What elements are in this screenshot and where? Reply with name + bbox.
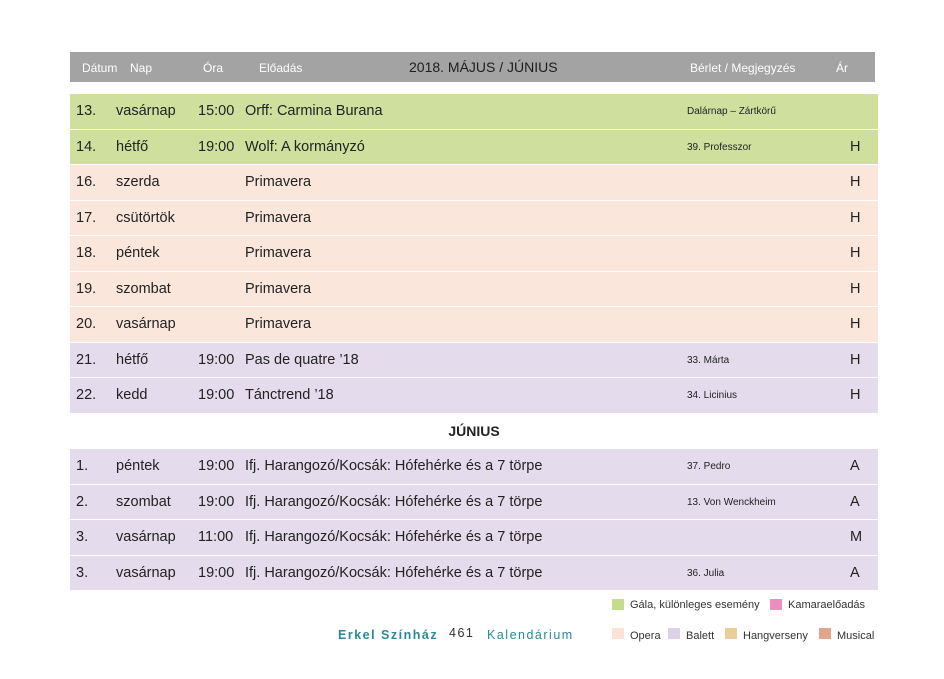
table-row	[70, 272, 878, 308]
row-day: szombat	[116, 493, 171, 510]
row-date: 17.	[76, 209, 97, 226]
row-date: 3.	[76, 564, 89, 581]
row-show: Tánctrend ’18	[245, 387, 334, 403]
month-heading: JÚNIUS	[448, 422, 500, 439]
row-note: 34. Licinius	[687, 390, 738, 401]
header-title: 2018. MÁJUS / JÚNIUS	[409, 59, 558, 75]
table-row	[70, 165, 878, 201]
table-row	[70, 343, 878, 379]
row-show: Pas de quatre ’18	[245, 351, 359, 368]
row-day: hétfő	[116, 351, 149, 368]
row-day: vasárnap	[116, 564, 176, 581]
row-note: 37. Pedro	[687, 461, 731, 472]
row-date: 22.	[76, 387, 97, 403]
legend-balett-label: Balett	[686, 630, 715, 642]
table-row	[70, 130, 878, 166]
row-date: 2.	[76, 493, 89, 510]
footer-venue: Erkel Színház	[338, 628, 439, 642]
row-day: vasárnap	[116, 103, 176, 119]
row-price: H	[850, 174, 861, 190]
row-date: 13.	[76, 103, 97, 119]
row-date: 21.	[76, 351, 97, 368]
row-show: Ifj. Harangozó/Kocsák: Hófehérke és a 7 törpe	[245, 493, 543, 510]
row-day: hétfő	[116, 138, 149, 155]
legend-gala-label: Gála, különleges esemény	[630, 599, 760, 611]
row-price: H	[850, 351, 861, 368]
legend-hangverseny-swatch	[725, 628, 737, 639]
row-date: 16.	[76, 174, 97, 190]
row-date: 18.	[76, 245, 97, 261]
table-row	[70, 378, 878, 414]
schedule-rows	[70, 94, 878, 591]
table-row	[70, 556, 878, 592]
legend-kamara-swatch	[770, 599, 782, 610]
row-day: kedd	[116, 387, 148, 403]
table-row	[70, 201, 878, 237]
schedule-sheet	[70, 52, 878, 591]
row-date: 14.	[76, 138, 97, 155]
row-day: péntek	[116, 245, 160, 261]
header-note: Bérlet / Megjegyzés	[690, 61, 796, 75]
legend-opera-label: Opera	[630, 630, 661, 642]
header-show: Előadás	[259, 61, 303, 75]
row-time: 19:00	[198, 564, 235, 581]
header-price: Ár	[836, 61, 848, 75]
row-note: 13. Von Wenckheim	[687, 496, 776, 508]
month-heading-row	[70, 414, 878, 450]
row-show: Primavera	[245, 245, 312, 261]
legend-musical-swatch	[819, 628, 831, 639]
legend-kamara-label: Kamaraelőadás	[788, 599, 866, 611]
row-note: 39. Professzor	[687, 141, 752, 153]
row-day: péntek	[116, 458, 160, 474]
row-time: 19:00	[198, 387, 235, 403]
legend-opera-swatch	[612, 628, 624, 639]
row-day: vasárnap	[116, 529, 176, 545]
table-row	[70, 307, 878, 343]
row-show: Orff: Carmina Burana	[245, 103, 383, 119]
row-show: Wolf: A kormányzó	[245, 138, 365, 155]
row-show: Primavera	[245, 316, 312, 332]
row-price: H	[850, 245, 861, 261]
row-show: Ifj. Harangozó/Kocsák: Hófehérke és a 7 törpe	[245, 458, 543, 474]
legend-hangverseny-label: Hangverseny	[743, 630, 808, 642]
row-time: 19:00	[198, 351, 235, 368]
table-row	[70, 94, 878, 130]
row-price: H	[850, 316, 861, 332]
row-price: H	[850, 280, 861, 297]
row-price: A	[850, 493, 860, 510]
row-time: 19:00	[198, 138, 235, 155]
row-day: szombat	[116, 280, 171, 297]
legend-balett-swatch	[668, 628, 680, 639]
page-number: 461	[449, 626, 475, 640]
row-time: 19:00	[198, 458, 235, 474]
row-price: M	[850, 529, 863, 545]
row-show: Ifj. Harangozó/Kocsák: Hófehérke és a 7 törpe	[245, 529, 543, 545]
row-price: A	[850, 458, 860, 474]
row-date: 19.	[76, 280, 97, 297]
row-show: Primavera	[245, 280, 312, 297]
footer-section: Kalendárium	[487, 628, 574, 642]
row-note: Dalárnap – Zártkörű	[687, 106, 776, 117]
header-time: Óra	[203, 61, 224, 75]
row-price: H	[850, 138, 861, 155]
header-date: Dátum	[82, 61, 118, 75]
row-show: Primavera	[245, 209, 312, 226]
table-header	[70, 52, 875, 82]
legend-musical-label: Musical	[837, 630, 875, 642]
row-date: 1.	[76, 458, 89, 474]
table-row	[70, 485, 878, 521]
row-day: vasárnap	[116, 316, 176, 332]
table-row	[70, 520, 878, 556]
row-price: A	[850, 564, 860, 581]
row-show: Ifj. Harangozó/Kocsák: Hófehérke és a 7 törpe	[245, 564, 543, 581]
header-day: Nap	[130, 61, 153, 75]
table-row	[70, 449, 878, 485]
row-time: 15:00	[198, 103, 235, 119]
row-note: 36. Julia	[687, 567, 725, 579]
row-day: csütörtök	[116, 209, 175, 226]
table-row	[70, 236, 878, 272]
row-date: 20.	[76, 316, 97, 332]
row-day: szerda	[116, 174, 160, 190]
row-time: 19:00	[198, 493, 235, 510]
row-note: 33. Márta	[687, 354, 730, 366]
row-price: H	[850, 209, 861, 226]
row-price: H	[850, 387, 861, 403]
row-date: 3.	[76, 529, 89, 545]
row-show: Primavera	[245, 174, 312, 190]
row-time: 11:00	[198, 529, 234, 545]
legend-gala-swatch	[612, 599, 624, 610]
